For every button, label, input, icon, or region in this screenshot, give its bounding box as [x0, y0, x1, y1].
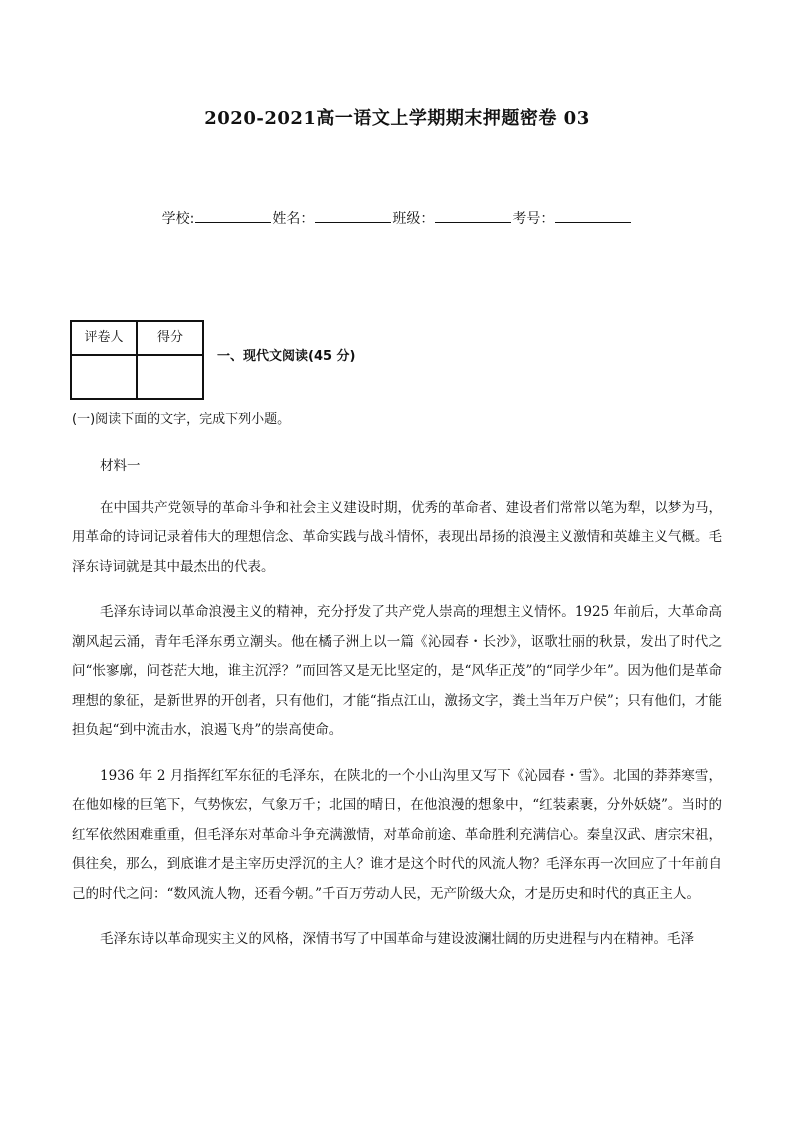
material-label: 材料一	[100, 458, 141, 474]
exam-number-label: 考号：	[512, 211, 555, 227]
score-table	[70, 320, 204, 400]
grader-cell	[71, 355, 137, 399]
class-label: 班级：	[392, 211, 435, 227]
paragraph-3: 1936 年 2 月指挥红军东征的毛泽东，在陕北的一个小山沟里又写下《沁园春・雪》。北国的莽莽寒雪，在他如椽的巨笔下，气势恢宏，气象万千；北国的晴日，在他浪漫的想象中，“红装素裹，分外妖娆”。当时的红军依然困难重重，但毛泽东对革命斗争充满激情，对革命前途、革命胜利充满信心。秦皇汉武、唐宗宋祖，俱往矣，那么，到底谁才是主宰历史浮沉的主人？谁才是这个时代的风流人物？毛泽东再一次回应了十年前自己的时代之问：“数风流人物，还看今朝。”千百万劳动人民，无产阶级大众，才是历史和时代的真正主人。	[72, 767, 722, 902]
score-header: 得分	[137, 321, 203, 355]
grader-header: 评卷人	[71, 321, 137, 355]
document-title: 2020-2021高一语文上学期期末押题密卷 03	[204, 108, 590, 129]
name-label: 姓名：	[272, 211, 315, 227]
class-blank	[435, 210, 511, 223]
name-blank	[315, 210, 391, 223]
score-cell	[137, 355, 203, 399]
student-info-line	[0, 208, 794, 228]
school-blank	[195, 210, 271, 223]
exam-number-blank	[555, 210, 631, 223]
reading-passage	[72, 452, 722, 955]
section-heading: 一、现代文阅读(45 分)	[217, 349, 356, 364]
instruction-text: (一)阅读下面的文字，完成下列小题。	[72, 412, 291, 427]
paragraph-4: 毛泽东诗以革命现实主义的风格，深情书写了中国革命与建设波澜壮阔的历史进程与内在精神。毛泽	[100, 931, 694, 947]
paragraph-2: 毛泽东诗词以革命浪漫主义的精神，充分抒发了共产党人崇高的理想主义情怀。1925 年前后，大革命高潮风起云涌，青年毛泽东勇立潮头。他在橘子洲上以一篇《沁园春・长沙》，讴歌壮丽的秋景，发出了时代之问“怅寥廓，问苍茫大地，谁主沉浮？”而回答又是无比坚定的，是“风华正茂”的“同学少年”。因为他们是革命理想的象征，是新世界的开创者，只有他们，才能“指点江山，激扬文字，粪土当年万户侯”；只有他们，才能担负起“到中流击水，浪遏飞舟”的崇高使命。	[72, 604, 722, 738]
paragraph-1: 在中国共产党领导的革命斗争和社会主义建设时期，优秀的革命者、建设者们常常以笔为犁，以梦为马，用革命的诗词记录着伟大的理想信念、革命实践与战斗情怀，表现出昂扬的浪漫主义激情和英雄主义气概。毛泽东诗词就是其中最杰出的代表。	[72, 499, 722, 575]
school-label: 学校:	[161, 211, 195, 227]
